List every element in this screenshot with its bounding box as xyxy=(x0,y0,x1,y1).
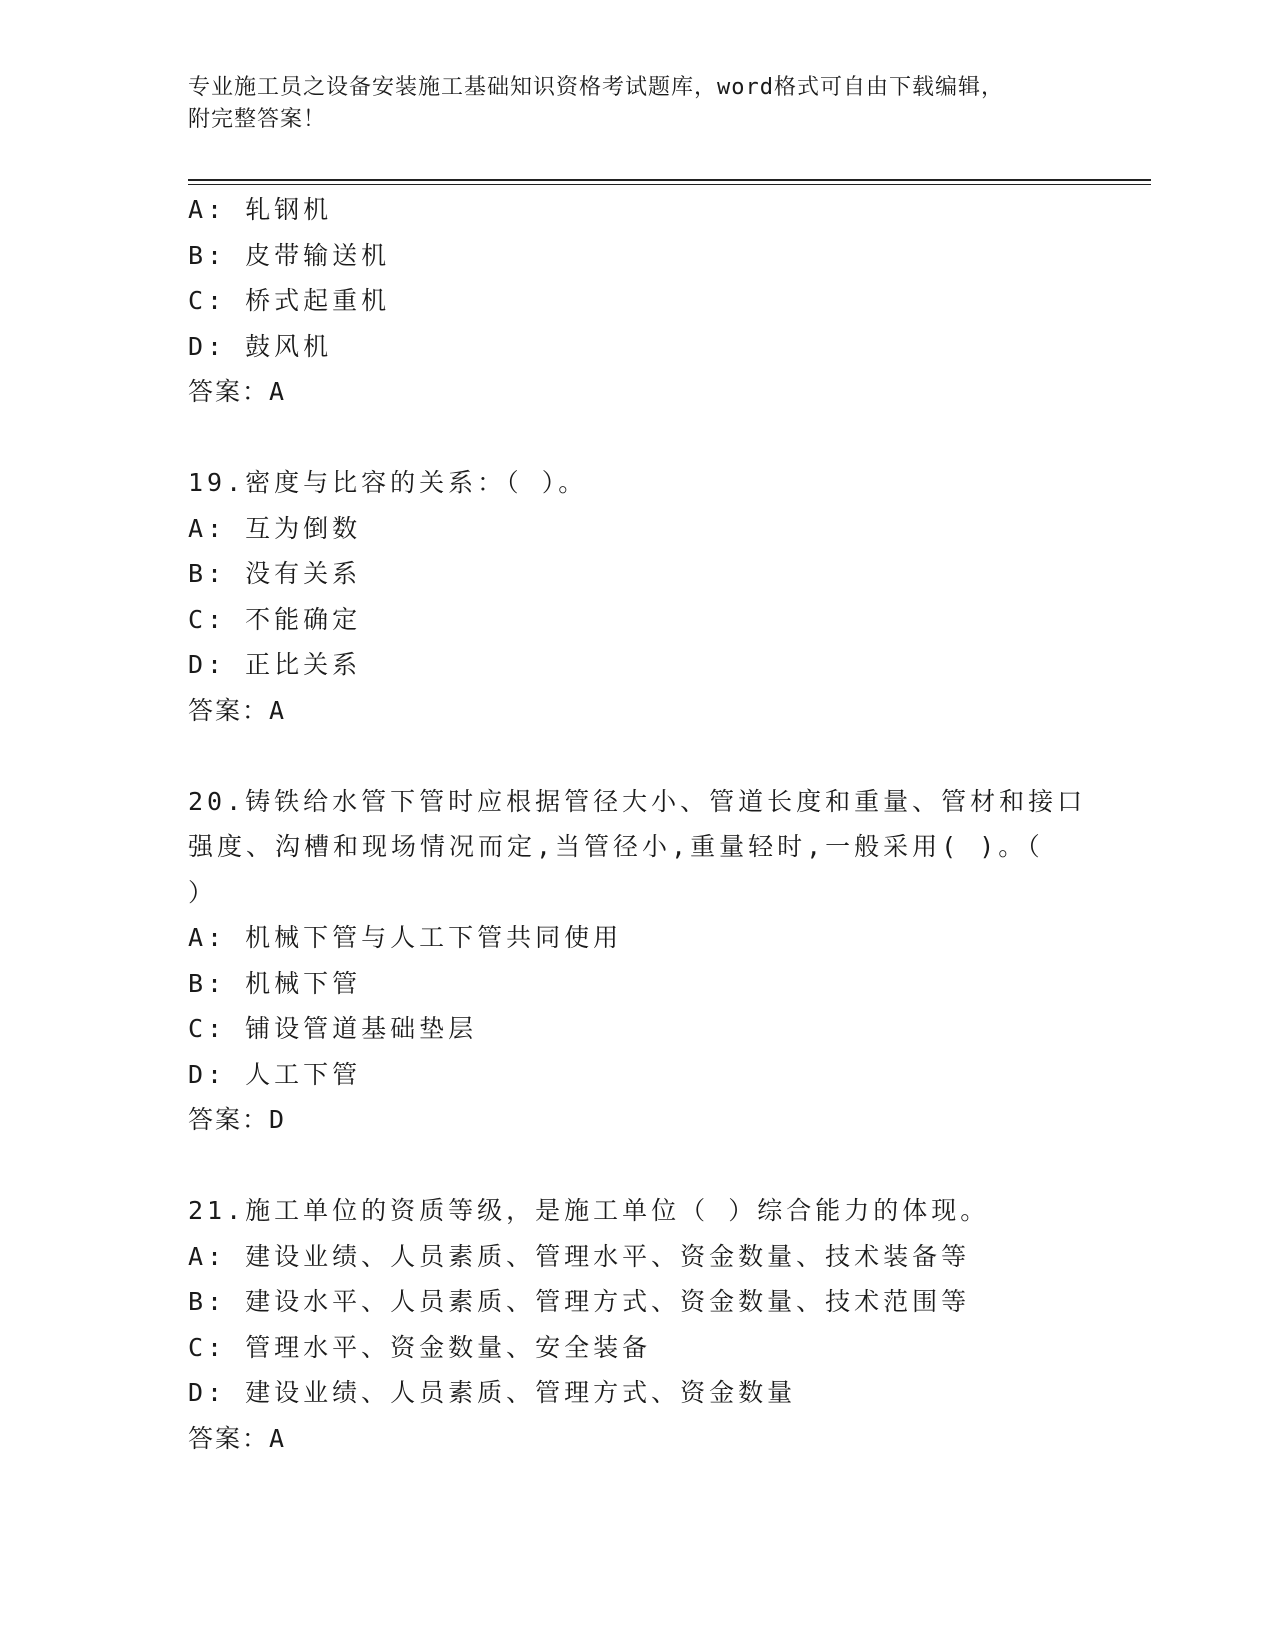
question-19 xyxy=(188,460,1151,733)
option-d: D: 正比关系 xyxy=(188,650,362,679)
option-c: C: 铺设管道基础垫层 xyxy=(188,1014,478,1043)
header-line-2: 附完整答案！ xyxy=(188,107,327,132)
question-text-line-2: 强度、沟槽和现场情况而定,当管径小,重量轻时,一般采用( )。（ xyxy=(188,832,1044,861)
question-21 xyxy=(188,1188,1151,1461)
document-header xyxy=(188,72,1088,136)
option-a: A: 机械下管与人工下管共同使用 xyxy=(188,923,623,952)
answer: 答案：A xyxy=(188,1423,287,1453)
header-line-1: 专业施工员之设备安装施工基础知识资格考试题库，word格式可自由下载编辑， xyxy=(188,75,1004,100)
option-a: A: 互为倒数 xyxy=(188,513,362,543)
option-d: D: 人工下管 xyxy=(188,1059,362,1089)
answer: 答案：A xyxy=(188,695,287,725)
question-text-line-1: 20.铸铁给水管下管时应根据管径大小、管道长度和重量、管材和接口 xyxy=(188,786,1087,816)
header-divider-thick xyxy=(188,179,1151,181)
header-divider-thin xyxy=(188,184,1151,185)
option-b: B: 没有关系 xyxy=(188,559,362,588)
question-text-line-3: ） xyxy=(188,877,218,907)
option-a: A: 建设业绩、人员素质、管理水平、资金数量、技术装备等 xyxy=(188,1241,971,1271)
option-c: C: 不能确定 xyxy=(188,604,362,634)
spacer xyxy=(188,733,1151,779)
answer: 答案：D xyxy=(188,1105,287,1134)
option-a: A: 轧钢机 xyxy=(188,195,333,224)
option-b: B: 机械下管 xyxy=(188,968,362,998)
question-20 xyxy=(188,779,1151,1143)
spacer xyxy=(188,1143,1151,1189)
question-text: 21.施工单位的资质等级，是施工单位（ ）综合能力的体现。 xyxy=(188,1196,990,1225)
option-b: B: 皮带输送机 xyxy=(188,240,391,270)
option-d: D: 建设业绩、人员素质、管理方式、资金数量 xyxy=(188,1378,797,1407)
option-d: D: 鼓风机 xyxy=(188,331,333,361)
answer: 答案：A xyxy=(188,377,287,406)
option-c: C: 管理水平、资金数量、安全装备 xyxy=(188,1332,652,1362)
question-list xyxy=(188,187,1151,1461)
question-18 xyxy=(188,187,1151,415)
option-c: C: 桥式起重机 xyxy=(188,286,391,315)
question-text: 19.密度与比容的关系：（ ）。 xyxy=(188,468,588,497)
spacer xyxy=(188,415,1151,461)
option-b: B: 建设水平、人员素质、管理方式、资金数量、技术范围等 xyxy=(188,1287,971,1316)
